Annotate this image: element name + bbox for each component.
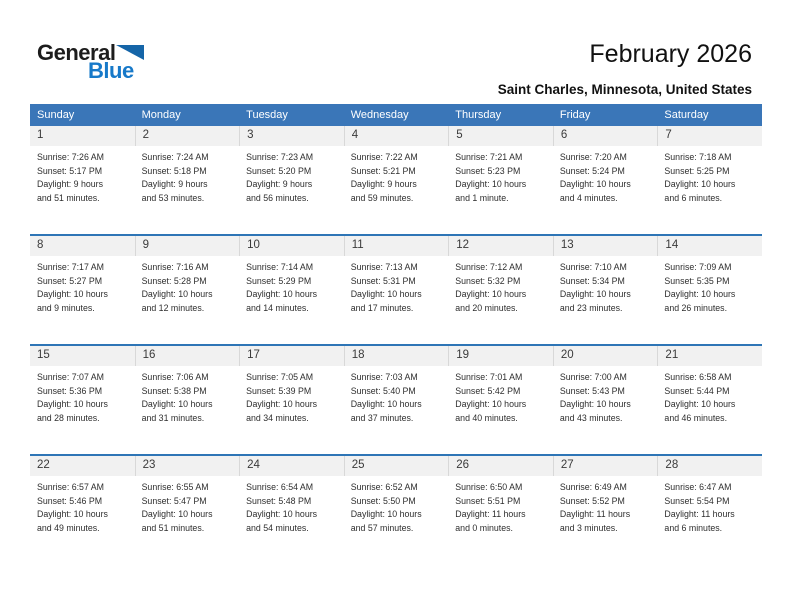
weekday-header-sunday: Sunday [37,109,75,121]
daylight-text: Daylight: 10 hours [559,399,631,409]
day-number: 28 [657,456,762,476]
day-number: 3 [239,126,344,146]
day-number: 13 [553,236,658,256]
day-cell-16 [135,346,240,454]
daylight-text: Daylight: 10 hours [559,289,631,299]
week-row-1 [30,126,762,234]
daylight-text-cont: and 0 minutes. [455,522,513,533]
daylight-text: Daylight: 10 hours [141,289,213,299]
day-cell-27 [553,456,658,564]
daylight-text-cont: and 56 minutes. [246,192,309,203]
sunset-text: Sunset: 5:32 PM [455,275,521,286]
daylight-text: Daylight: 11 hours [664,509,735,519]
sunrise-text: Sunrise: 6:50 AM [455,482,523,492]
day-number: 1 [30,126,135,146]
sunset-text: Sunset: 5:29 PM [246,275,312,286]
day-number: 9 [135,236,240,256]
day-number: 10 [239,236,344,256]
day-cell-14 [657,236,762,344]
daylight-text-cont: and 37 minutes. [350,412,414,423]
day-cell-1 [30,126,135,234]
day-cell-3 [239,126,344,234]
daylight-text: Daylight: 11 hours [559,509,631,519]
day-number: 11 [344,236,449,256]
day-details [448,476,553,535]
sunrise-text: Sunrise: 7:03 AM [350,372,418,382]
day-details [30,256,135,315]
day-cell-19 [448,346,553,454]
week-row-4 [30,454,762,564]
daylight-text: Daylight: 10 hours [37,289,108,299]
daylight-text-cont: and 46 minutes. [664,412,728,423]
logo-text-blue: Blue [88,58,134,83]
day-cell-12 [448,236,553,344]
weekday-header-tuesday: Tuesday [246,109,288,121]
day-details [344,256,449,315]
daylight-text: Daylight: 10 hours [246,289,318,299]
day-cell-5 [448,126,553,234]
day-details [553,146,658,205]
day-cell-13 [553,236,658,344]
sunrise-text: Sunrise: 6:55 AM [141,482,209,492]
daylight-text: Daylight: 10 hours [141,399,213,409]
sunrise-text: Sunrise: 7:05 AM [246,372,314,382]
day-number: 18 [344,346,449,366]
daylight-text-cont: and 51 minutes. [141,522,205,533]
sunset-text: Sunset: 5:17 PM [37,165,103,176]
sunrise-text: Sunrise: 7:22 AM [350,152,418,162]
sunrise-text: Sunrise: 7:24 AM [141,152,209,162]
sunset-text: Sunset: 5:27 PM [37,275,103,286]
day-cell-23 [135,456,240,564]
day-details [239,256,344,315]
day-details [344,476,449,535]
sunrise-text: Sunrise: 7:12 AM [455,262,523,272]
sunset-text: Sunset: 5:35 PM [664,275,730,286]
sunrise-text: Sunrise: 7:13 AM [350,262,418,272]
day-details [657,366,762,425]
day-details [239,476,344,535]
daylight-text-cont: and 59 minutes. [350,192,414,203]
daylight-text-cont: and 1 minute. [455,192,509,203]
daylight-text-cont: and 31 minutes. [141,412,205,423]
sunset-text: Sunset: 5:20 PM [246,165,312,176]
daylight-text: Daylight: 10 hours [664,399,736,409]
sunrise-text: Sunrise: 6:52 AM [350,482,418,492]
day-details [448,146,553,205]
day-cell-4 [344,126,449,234]
day-cell-15 [30,346,135,454]
day-details [448,366,553,425]
day-details [135,366,240,425]
sunset-text: Sunset: 5:51 PM [455,495,521,506]
daylight-text-cont: and 57 minutes. [350,522,414,533]
sunset-text: Sunset: 5:23 PM [455,165,521,176]
daylight-text: Daylight: 10 hours [455,289,527,299]
daylight-text: Daylight: 10 hours [246,399,318,409]
daylight-text-cont: and 17 minutes. [350,302,414,313]
day-details [135,256,240,315]
logo-text-general: General [37,40,116,65]
sunrise-text: Sunrise: 7:21 AM [455,152,523,162]
day-details [553,256,658,315]
daylight-text: Daylight: 10 hours [37,509,108,519]
sunrise-text: Sunrise: 7:26 AM [37,152,104,162]
day-number: 5 [448,126,553,146]
sunset-text: Sunset: 5:34 PM [559,275,625,286]
day-details [135,476,240,535]
daylight-text: Daylight: 9 hours [350,179,417,189]
daylight-text-cont: and 26 minutes. [664,302,728,313]
sunrise-text: Sunrise: 7:18 AM [664,152,732,162]
day-details [30,366,135,425]
sunset-text: Sunset: 5:24 PM [559,165,625,176]
day-number: 24 [239,456,344,476]
day-cell-10 [239,236,344,344]
day-cell-22 [30,456,135,564]
day-details [657,476,762,535]
day-number: 14 [657,236,762,256]
daylight-text: Daylight: 10 hours [664,289,736,299]
daylight-text-cont: and 23 minutes. [559,302,623,313]
sunrise-text: Sunrise: 6:58 AM [664,372,732,382]
daylight-text-cont: and 28 minutes. [37,412,100,423]
day-cell-25 [344,456,449,564]
daylight-text-cont: and 6 minutes. [664,522,723,533]
sunset-text: Sunset: 5:18 PM [141,165,207,176]
daylight-text: Daylight: 11 hours [455,509,526,519]
daylight-text-cont: and 12 minutes. [141,302,205,313]
sunset-text: Sunset: 5:39 PM [246,385,312,396]
day-cell-9 [135,236,240,344]
sunrise-text: Sunrise: 7:00 AM [559,372,627,382]
sunrise-text: Sunrise: 6:49 AM [559,482,627,492]
day-details [657,256,762,315]
daylight-text: Daylight: 10 hours [350,399,422,409]
daylight-text-cont: and 53 minutes. [141,192,205,203]
day-cell-28 [657,456,762,564]
daylight-text-cont: and 51 minutes. [37,192,100,203]
day-number: 6 [553,126,658,146]
day-details [657,146,762,205]
weekday-header-friday: Friday [559,109,591,121]
calendar-month-title: February 2026 [589,40,752,68]
sunset-text: Sunset: 5:46 PM [37,495,103,506]
day-number: 15 [30,346,135,366]
day-details [239,146,344,205]
day-details [30,476,135,535]
weekday-header-saturday: Saturday [664,109,709,121]
sunset-text: Sunset: 5:40 PM [350,385,416,396]
day-cell-7 [657,126,762,234]
daylight-text-cont: and 34 minutes. [246,412,309,423]
daylight-text-cont: and 4 minutes. [559,192,618,203]
day-number: 25 [344,456,449,476]
sunset-text: Sunset: 5:47 PM [141,495,207,506]
day-number: 21 [657,346,762,366]
daylight-text-cont: and 14 minutes. [246,302,309,313]
sunrise-text: Sunrise: 7:14 AM [246,262,314,272]
daylight-text: Daylight: 9 hours [141,179,208,189]
sunrise-text: Sunrise: 7:01 AM [455,372,523,382]
sunset-text: Sunset: 5:25 PM [664,165,730,176]
day-number: 20 [553,346,658,366]
daylight-text: Daylight: 9 hours [246,179,313,189]
sunset-text: Sunset: 5:52 PM [559,495,625,506]
sunrise-text: Sunrise: 6:57 AM [37,482,104,492]
weekday-header-monday: Monday [141,109,181,121]
sunset-text: Sunset: 5:38 PM [141,385,207,396]
sunset-text: Sunset: 5:44 PM [664,385,730,396]
sunrise-text: Sunrise: 7:16 AM [141,262,209,272]
sunrise-text: Sunrise: 7:20 AM [559,152,627,162]
daylight-text-cont: and 3 minutes. [559,522,618,533]
week-row-3 [30,344,762,454]
daylight-text-cont: and 20 minutes. [455,302,518,313]
sunset-text: Sunset: 5:36 PM [37,385,103,396]
calendar-location-subtitle: Saint Charles, Minnesota, United States [497,82,752,97]
day-number: 27 [553,456,658,476]
daylight-text: Daylight: 10 hours [246,509,318,519]
sunrise-text: Sunrise: 7:06 AM [141,372,209,382]
day-cell-2 [135,126,240,234]
day-cell-18 [344,346,449,454]
daylight-text-cont: and 43 minutes. [559,412,623,423]
sunset-text: Sunset: 5:50 PM [350,495,416,506]
daylight-text-cont: and 54 minutes. [246,522,309,533]
weekday-header-row [30,104,762,126]
daylight-text: Daylight: 10 hours [350,509,422,519]
sunrise-text: Sunrise: 7:07 AM [37,372,104,382]
day-number: 19 [448,346,553,366]
day-number: 26 [448,456,553,476]
day-number: 8 [30,236,135,256]
daylight-text-cont: and 6 minutes. [664,192,723,203]
title-block [498,40,752,97]
sunrise-text: Sunrise: 7:10 AM [559,262,627,272]
sunrise-text: Sunrise: 7:09 AM [664,262,732,272]
day-number: 4 [344,126,449,146]
sunset-text: Sunset: 5:43 PM [559,385,625,396]
day-details [553,476,658,535]
day-number: 2 [135,126,240,146]
day-details [30,146,135,205]
day-details [553,366,658,425]
daylight-text: Daylight: 10 hours [559,179,631,189]
day-details [344,366,449,425]
daylight-text: Daylight: 10 hours [664,179,736,189]
day-details [344,146,449,205]
day-number: 7 [657,126,762,146]
daylight-text-cont: and 40 minutes. [455,412,518,423]
day-cell-6 [553,126,658,234]
sunset-text: Sunset: 5:54 PM [664,495,730,506]
day-cell-17 [239,346,344,454]
day-number: 16 [135,346,240,366]
daylight-text: Daylight: 10 hours [141,509,213,519]
sunrise-text: Sunrise: 6:47 AM [664,482,732,492]
weekday-header-wednesday: Wednesday [350,109,409,121]
calendar-grid [30,104,762,564]
daylight-text-cont: and 9 minutes. [37,302,95,313]
sunrise-text: Sunrise: 7:17 AM [37,262,104,272]
day-details [448,256,553,315]
daylight-text: Daylight: 10 hours [455,179,527,189]
sunrise-text: Sunrise: 6:54 AM [246,482,314,492]
day-cell-11 [344,236,449,344]
day-cell-20 [553,346,658,454]
daylight-text: Daylight: 10 hours [37,399,108,409]
day-cell-8 [30,236,135,344]
week-row-2 [30,234,762,344]
sunset-text: Sunset: 5:42 PM [455,385,521,396]
weekday-header-thursday: Thursday [455,109,502,121]
sunset-text: Sunset: 5:28 PM [141,275,207,286]
day-number: 23 [135,456,240,476]
sunset-text: Sunset: 5:48 PM [246,495,312,506]
day-number: 12 [448,236,553,256]
general-blue-logo [37,42,144,82]
daylight-text: Daylight: 10 hours [455,399,527,409]
daylight-text: Daylight: 10 hours [350,289,422,299]
day-cell-26 [448,456,553,564]
day-number: 22 [30,456,135,476]
sunset-text: Sunset: 5:21 PM [350,165,416,176]
daylight-text: Daylight: 9 hours [37,179,104,189]
sunset-text: Sunset: 5:31 PM [350,275,416,286]
daylight-text-cont: and 49 minutes. [37,522,100,533]
day-cell-21 [657,346,762,454]
day-cell-24 [239,456,344,564]
day-number: 17 [239,346,344,366]
day-details [135,146,240,205]
sunrise-text: Sunrise: 7:23 AM [246,152,314,162]
day-details [239,366,344,425]
